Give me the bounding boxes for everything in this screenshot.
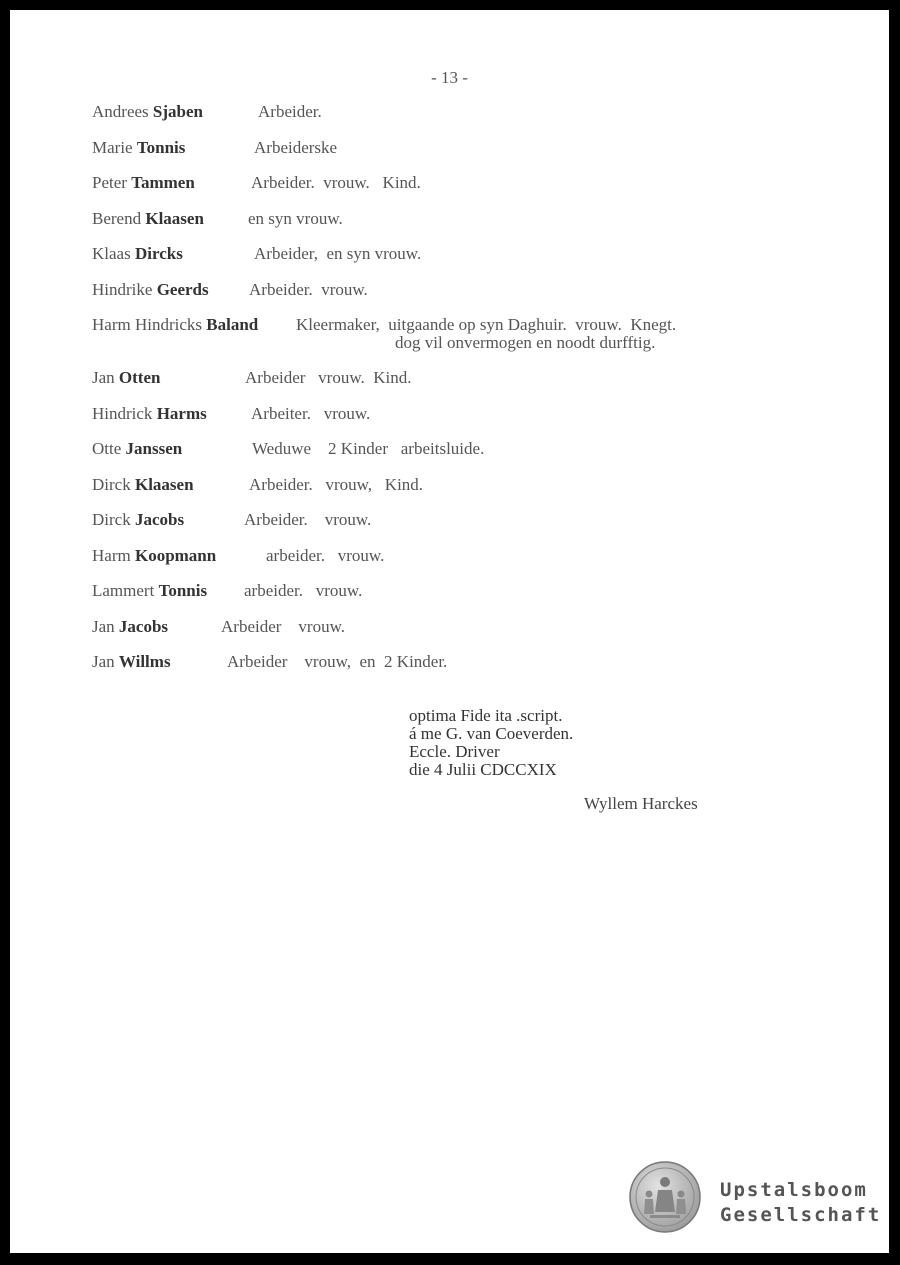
brand-line: Gesellschaft <box>720 1204 882 1226</box>
occupation: Arbeider vrouw. Kind. <box>245 368 412 387</box>
page-number: - 13 - <box>431 68 468 87</box>
given-name: Otte <box>92 439 122 458</box>
occupation: arbeider. vrouw. <box>266 546 385 565</box>
entry-row <box>92 138 338 158</box>
entry-row <box>92 368 412 388</box>
brand-wordmark <box>720 1178 881 1228</box>
surname: Dircks <box>134 244 183 263</box>
attestation-line: á me G. van Coeverden. <box>409 724 574 743</box>
surname: Baland <box>206 315 259 334</box>
surname: Harms <box>156 404 207 423</box>
occupation: arbeider. vrouw. <box>244 581 363 600</box>
entry-row <box>92 404 371 424</box>
entry-row <box>92 510 372 530</box>
surname: Willms <box>118 652 171 671</box>
occupation: Kleermaker, uitgaande op syn Daghuir. vrouw. Knegt. <box>296 315 677 334</box>
occupation: Arbeiderske <box>254 138 338 157</box>
given-name: Marie <box>92 138 133 157</box>
attestation-line: die 4 Julii CDCCXIX <box>409 760 557 779</box>
document-page <box>10 10 889 1253</box>
occupation: en syn vrouw. <box>248 209 343 228</box>
given-name: Jan <box>92 617 115 636</box>
given-name: Berend <box>92 209 142 228</box>
entry-row <box>92 280 368 300</box>
occupation: Weduwe 2 Kinder arbeitsluide. <box>252 439 485 458</box>
attestation-block <box>409 707 573 779</box>
given-name: Hindrike <box>92 280 153 299</box>
given-name: Harm <box>92 546 131 565</box>
given-name: Hindrick <box>92 404 153 423</box>
occupation: Arbeider. <box>258 102 322 121</box>
entry-row <box>92 581 363 601</box>
brand-line: Upstalsboom <box>720 1179 868 1201</box>
given-name: Andrees <box>92 102 149 121</box>
occupation: Arbeider. vrouw. <box>249 280 368 299</box>
occupation: Arbeider vrouw, en 2 Kinder. <box>227 652 448 671</box>
surname: Klaasen <box>145 209 204 228</box>
occupation-continuation: dog vil onvermogen en noodt durfftig. <box>395 333 656 352</box>
entry-row <box>92 652 448 672</box>
entry-row <box>92 546 385 566</box>
given-name: Dirck <box>92 510 131 529</box>
occupation: Arbeider, en syn vrouw. <box>254 244 422 263</box>
given-name: Jan <box>92 652 115 671</box>
entry-row <box>92 315 677 352</box>
surname: Janssen <box>125 439 183 458</box>
entry-row <box>92 244 422 264</box>
surname: Klaasen <box>134 475 194 494</box>
occupation: Arbeider vrouw. <box>221 617 345 636</box>
entry-row <box>92 102 322 122</box>
given-name: Harm Hindricks <box>92 315 203 334</box>
surname: Tammen <box>131 173 195 192</box>
surname: Jacobs <box>134 510 185 529</box>
surname: Geerds <box>156 280 209 299</box>
attestation-line: Eccle. Driver <box>409 742 500 761</box>
occupation: Arbeider. vrouw, Kind. <box>249 475 424 494</box>
given-name: Dirck <box>92 475 131 494</box>
entry-row <box>92 475 424 495</box>
given-name: Jan <box>92 368 115 387</box>
given-name: Klaas <box>92 244 131 263</box>
signature: Wyllem Harckes <box>584 794 698 813</box>
given-name: Lammert <box>92 581 155 600</box>
occupation: Arbeider. vrouw. <box>244 510 372 529</box>
surname: Koopmann <box>134 546 217 565</box>
entry-row <box>92 209 343 229</box>
entry-row <box>92 617 345 637</box>
surname: Sjaben <box>152 102 203 121</box>
surname: Tonnis <box>158 581 208 600</box>
attestation-line: optima Fide ita .script. <box>409 706 563 725</box>
occupation: Arbeider. vrouw. Kind. <box>251 173 421 192</box>
entry-row <box>92 439 485 459</box>
seal-logo <box>628 1160 702 1234</box>
occupation: Arbeiter. vrouw. <box>251 404 371 423</box>
surname: Jacobs <box>118 617 169 636</box>
surname: Tonnis <box>136 138 186 157</box>
entry-row <box>92 173 421 193</box>
given-name: Peter <box>92 173 127 192</box>
surname: Otten <box>118 368 161 387</box>
